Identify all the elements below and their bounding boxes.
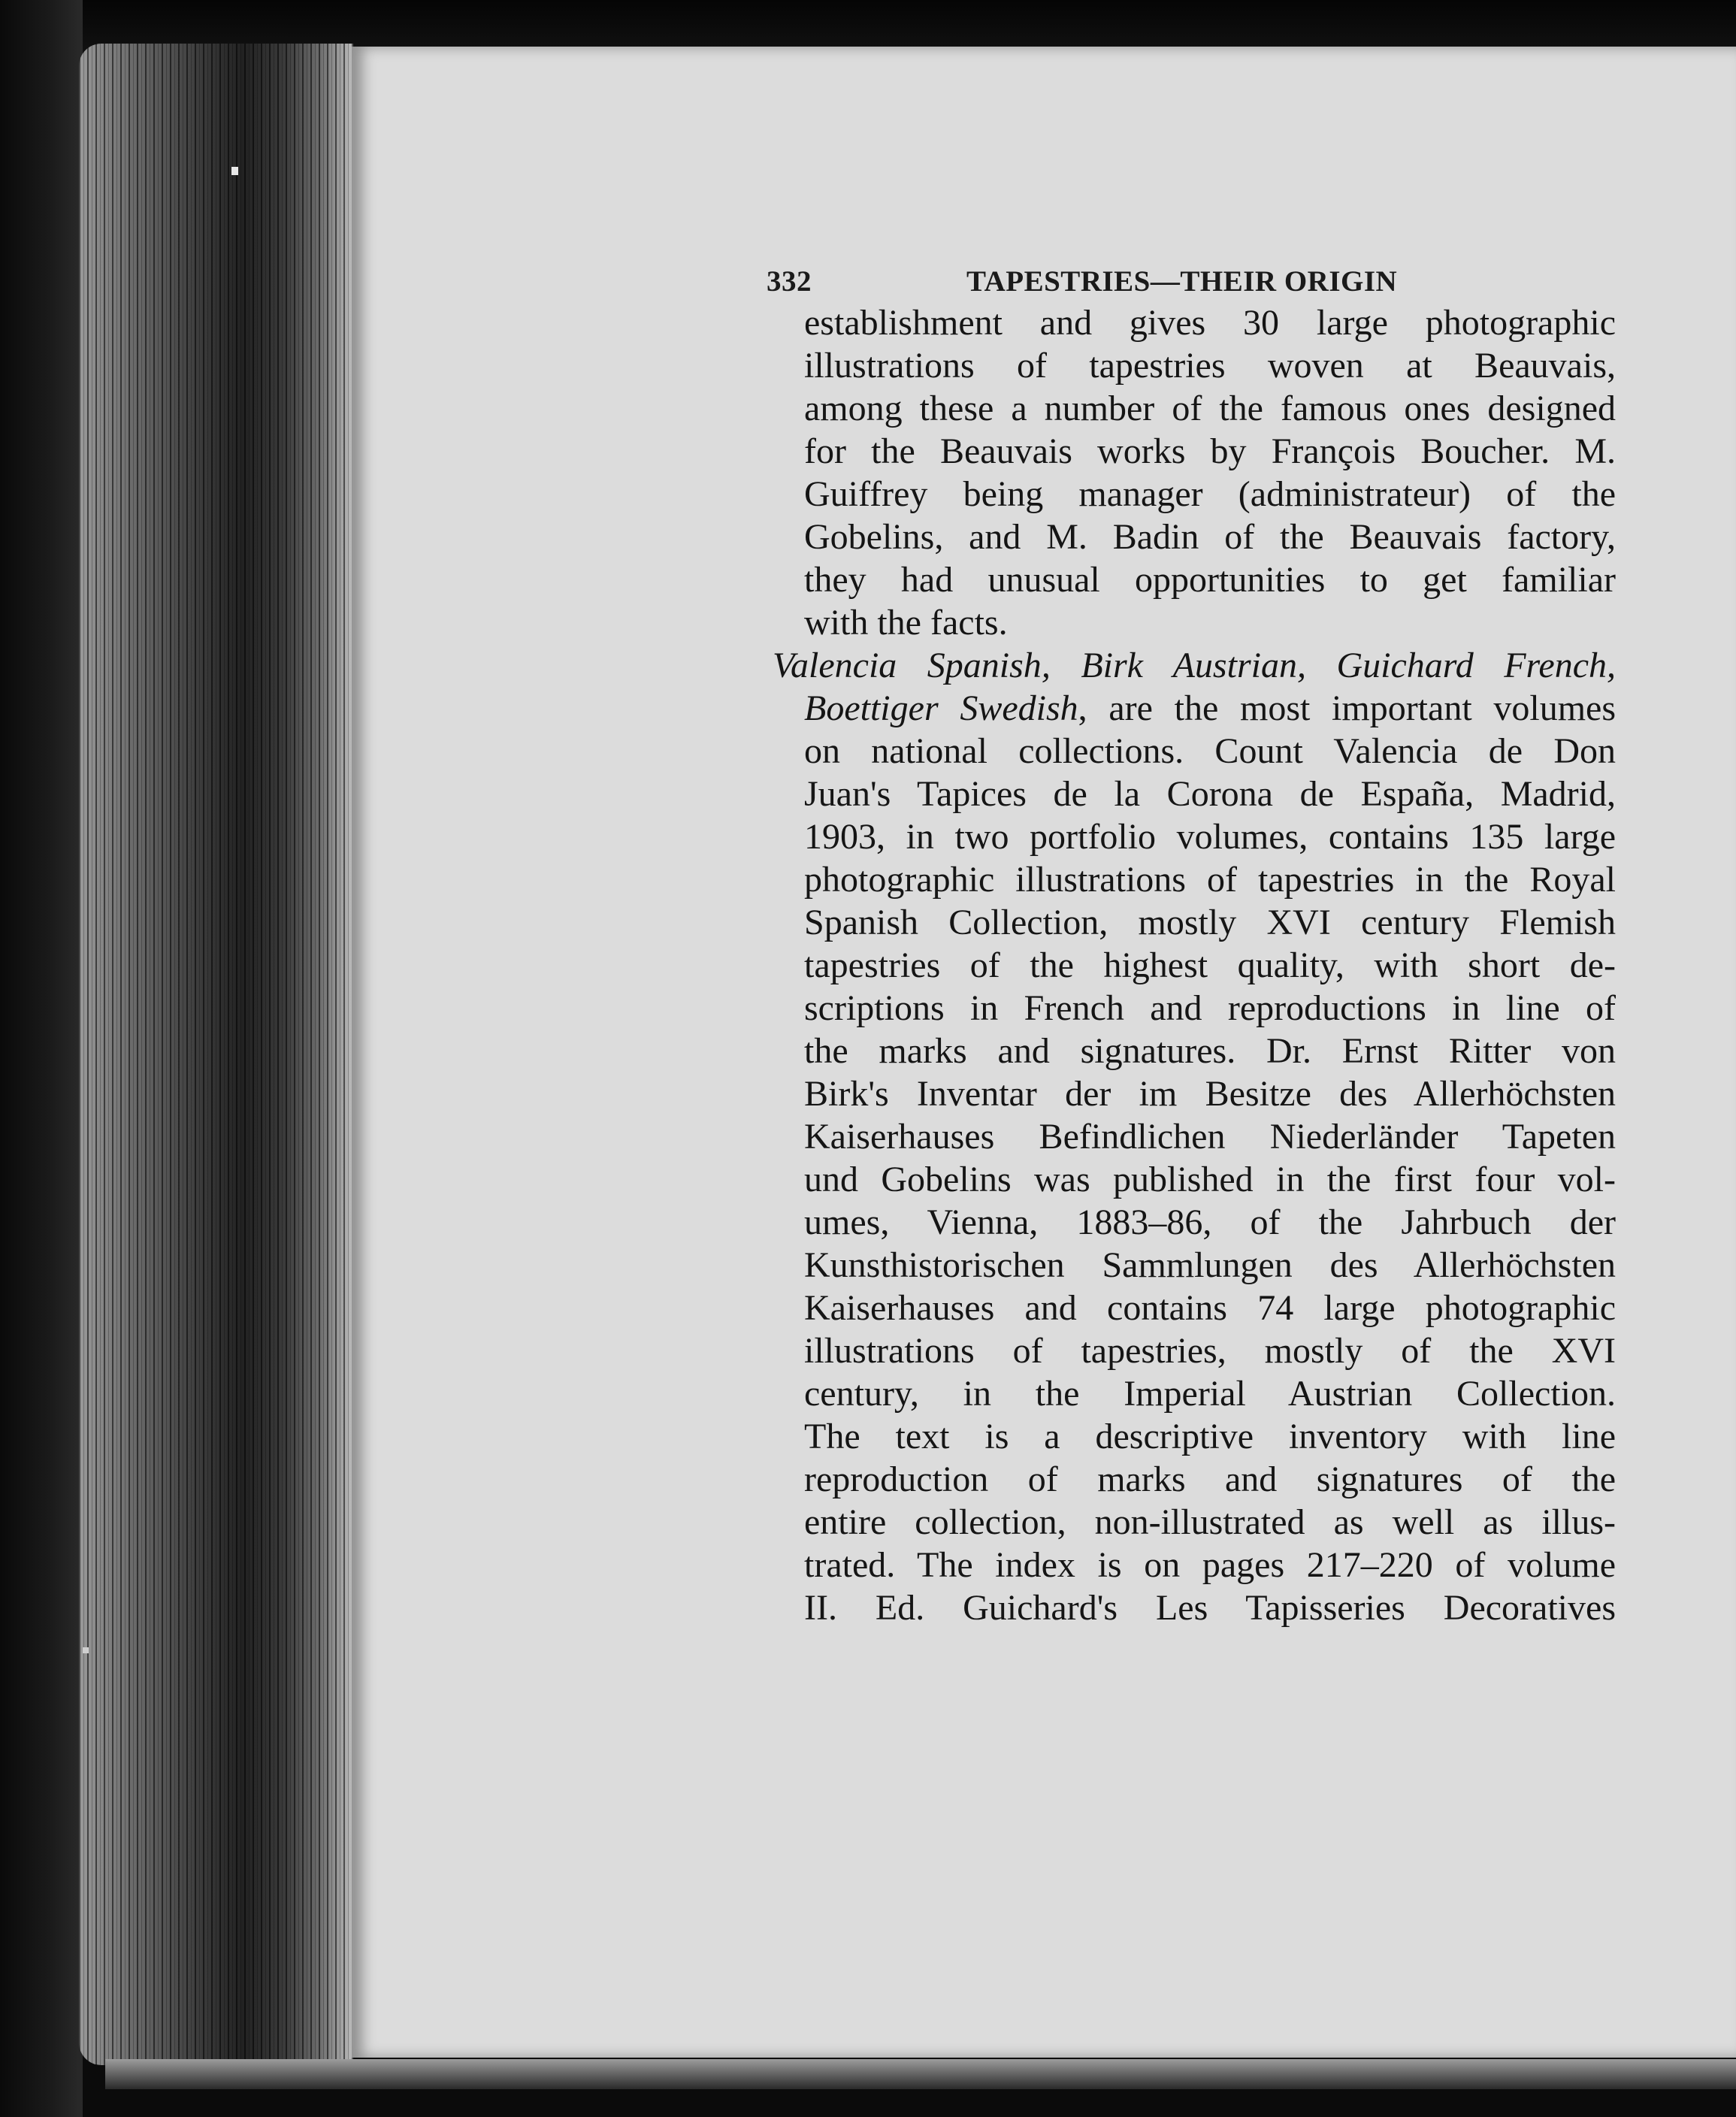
text-line: scriptions in French and reproductions in line of	[804, 988, 1616, 1028]
page-number: 332	[767, 265, 812, 298]
running-title: TAPESTRIES—THEIR ORIGIN	[966, 265, 1398, 298]
book-page-edges	[79, 44, 353, 2065]
text-line	[804, 688, 1616, 730]
text-line: tapestries of the highest quality, with short de-	[804, 945, 1616, 985]
text-line: reproduction of marks and signatures of the	[804, 1459, 1616, 1499]
text-line: entire collection, non-illustrated as well as illus-	[804, 1502, 1616, 1542]
text-line: Kaiserhauses and contains 74 large photographic	[804, 1288, 1616, 1328]
italic-title: Guichard French	[1336, 646, 1607, 685]
body-text	[352, 47, 1736, 2058]
margin-speck	[231, 167, 238, 175]
text-line: Kunsthistorischen Sammlungen des Allerhöchsten	[804, 1245, 1616, 1285]
text-line: establishment and gives 30 large photographic	[804, 303, 1616, 343]
italic-title: Boettiger Swedish	[804, 688, 1078, 728]
book-page	[352, 47, 1736, 2058]
text-line: illustrations of tapestries, mostly of the XVI	[804, 1331, 1616, 1371]
separator: ,	[1296, 646, 1337, 685]
text-line: und Gobelins was published in the first four vol-	[804, 1160, 1616, 1199]
text-line: Kaiserhauses Befindlichen Niederländer Tapeten	[804, 1117, 1616, 1157]
text-line-lead	[773, 645, 1616, 687]
italic-title: Birk Austrian	[1081, 646, 1297, 685]
text-line: Juan's Tapices de la Corona de España, Madrid,	[804, 774, 1616, 814]
text-line: illustrations of tapestries woven at Beauvais,	[804, 346, 1616, 386]
text-line: Spanish Collection, mostly XVI century Flemish	[804, 903, 1616, 942]
separator: ,	[1041, 646, 1081, 685]
italic-title: Valencia Spanish	[773, 646, 1042, 685]
text-line: with the facts.	[804, 603, 1008, 643]
text-line: The text is a descriptive inventory with line	[804, 1417, 1616, 1456]
left-shadow	[0, 0, 83, 2117]
text-line: photographic illustrations of tapestries in the Royal	[804, 860, 1616, 900]
book-bottom-edge	[105, 2059, 1736, 2089]
separator: ,	[1607, 646, 1617, 685]
margin-speck	[83, 1647, 89, 1653]
text-line: trated. The index is on pages 217–220 of volume	[804, 1545, 1616, 1585]
text-line: among these a number of the famous ones designed	[804, 389, 1616, 428]
text-line: Gobelins, and M. Badin of the Beauvais factory,	[804, 517, 1616, 557]
text-line: Guiffrey being manager (administrateur) of the	[804, 474, 1616, 514]
text-line: for the Beauvais works by François Boucher. M.	[804, 431, 1616, 471]
text-line: they had unusual opportunities to get familiar	[804, 560, 1616, 600]
text-line: century, in the Imperial Austrian Collection.	[804, 1374, 1616, 1414]
text-span: , are the most important volumes	[1078, 688, 1617, 728]
text-line: 1903, in two portfolio volumes, contains 135 large	[804, 817, 1616, 857]
text-line: the marks and signatures. Dr. Ernst Ritter von	[804, 1031, 1616, 1071]
text-line: Birk's Inventar der im Besitze des Allerhöchsten	[804, 1074, 1616, 1114]
text-line: on national collections. Count Valencia de Don	[804, 731, 1616, 771]
text-line: umes, Vienna, 1883–86, of the Jahrbuch der	[804, 1202, 1616, 1242]
text-line: II. Ed. Guichard's Les Tapisseries Decoratives	[804, 1588, 1616, 1628]
